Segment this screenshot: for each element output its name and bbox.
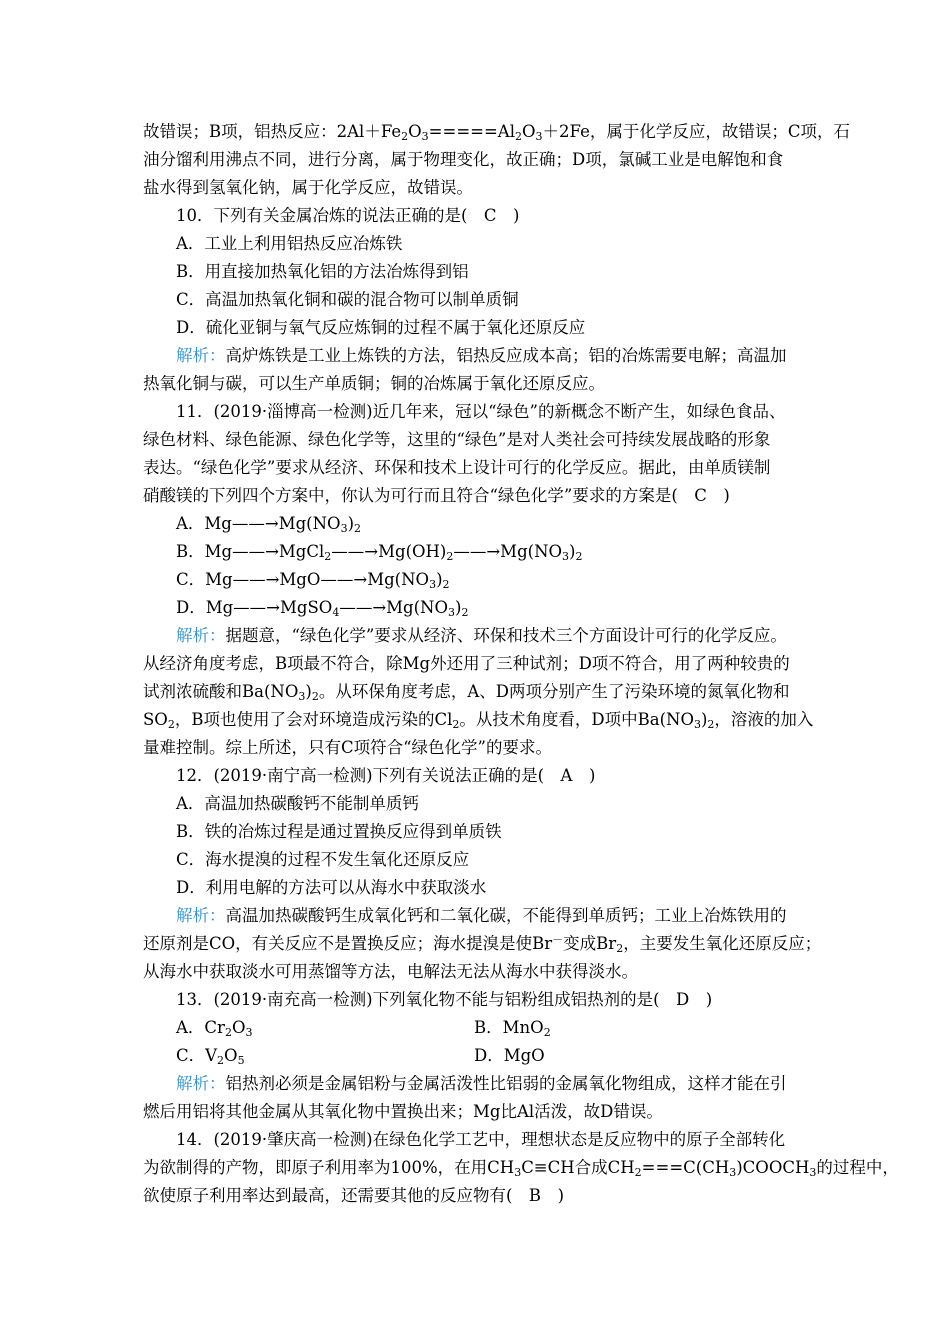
analysis-label: 解析： — [176, 906, 226, 925]
option-a: A．$Cr_2O_3$ — [176, 1018, 253, 1039]
text-line: 硝酸镁的下列四个方案中，你认为可行而且符合“绿色化学”要求的方案是( C ) — [143, 486, 730, 505]
text-line: 还原剂是CO，有关反应不是置换反应；海水提溴是使Br－变成$Br_2$，主要发生氧化还原反应； — [143, 933, 822, 955]
option-c: C．高温加热氧化铜和碳的混合物可以制单质铜 — [176, 290, 519, 309]
analysis-12: 解析：高温加热碳酸钙生成氧化钙和二氧化碳，不能得到单质钙；工业上冶炼铁用的 — [176, 906, 787, 925]
text-line: 燃后用铝将其他金属从其氧化物中置换出来；Mg比Al活泼，故D错误。 — [143, 1102, 663, 1121]
text-line: 绿色材料、绿色能源、绿色化学等，这里的“绿色”是对人类社会可持续发展战略的形象 — [143, 430, 771, 449]
question-11: 11．(2019·淄博高一检测)近几年来，冠以“绿色”的新概念不断产生，如绿色食品、 — [176, 402, 786, 421]
text-line: 热氧化铜与碳，可以生产单质铜；铜的冶炼属于氧化还原反应。 — [143, 374, 605, 393]
option-a: A．工业上利用铝热反应冶炼铁 — [176, 234, 403, 253]
option-a: A．$Mg——\to Mg(NO_3)_2$ — [176, 514, 361, 535]
analysis-label: 解析： — [176, 346, 226, 365]
option-b: B．铁的冶炼过程是通过置换反应得到单质铁 — [176, 822, 502, 841]
text-line: 试剂浓硫酸和$Ba(NO_3)_2$。从环保角度考虑，A、D两项分别产生了污染环境的氮氧化物和 — [143, 682, 790, 703]
text-line: 从经济角度考虑，B项最不符合，除Mg外还用了三种试剂；D项不符合，用了两种较贵的 — [143, 654, 790, 673]
analysis-13: 解析：铝热剂必须是金属铝粉与金属活泼性比铝弱的金属氧化物组成，这样才能在引 — [176, 1074, 787, 1093]
option-d: D．$Mg——\to MgSO_4——\to Mg(NO_3)_2$ — [176, 598, 469, 619]
option-b: B．用直接加热氧化铝的方法冶炼得到铝 — [176, 262, 469, 281]
text-line: 量难控制。综上所述，只有C项符合“绿色化学”的要求。 — [143, 738, 552, 757]
option-b: B．MnO$_2$ — [474, 1018, 551, 1039]
text-line: 油分馏利用沸点不同，进行分离，属于物理变化，故正确；D项，氯碱工业是电解饱和食 — [143, 150, 784, 169]
analysis-label: 解析： — [176, 626, 226, 645]
option-c: C．海水提溴的过程不发生氧化还原反应 — [176, 850, 470, 869]
option-c: C．$V_2O_5$ — [176, 1046, 245, 1067]
option-b: B．$Mg——\to MgCl_2——\to Mg(OH)_2——\to Mg(NO_3)_2$ — [176, 542, 583, 563]
text-line: 表达。“绿色化学”要求从经济、环保和技术上设计可行的化学反应。据此，由单质镁制 — [143, 458, 771, 477]
text-line: 从海水中获取淡水可用蒸馏等方法，电解法无法从海水中获得淡水。 — [143, 962, 638, 981]
option-c: C．$Mg——\to MgO——\to Mg(NO_3)_2$ — [176, 570, 450, 591]
text-line: 故错误；B项，铝热反应：$2Al+Fe_2O_3=====Al_2O_3+2Fe$，属于化学反应，故错误；C项，石 — [143, 122, 850, 143]
analysis-10: 解析：高炉炼铁是工业上炼铁的方法，铝热反应成本高；铝的冶炼需要电解；高温加 — [176, 346, 787, 365]
analysis-11: 解析：据题意，“绿色化学”要求从经济、环保和技术三个方面设计可行的化学反应。 — [176, 626, 787, 645]
text-line: $SO_2$，B项也使用了会对环境造成污染的$Cl_2$。从技术角度看，D项中$Ba(NO_3)_2$，溶液的加入 — [143, 710, 814, 731]
option-a: A．高温加热碳酸钙不能制单质钙 — [176, 794, 419, 813]
option-d: D．MgO — [474, 1046, 545, 1065]
question-10: 10．下列有关金属冶炼的说法正确的是( C ) — [176, 206, 520, 225]
text-line: 为欲制得的产物，即原子利用率为100%，在用$CH_3C\equiv CH$合成$CH_2===C(CH_3)COOCH_3$的过程中， — [143, 1158, 899, 1179]
option-d: D．利用电解的方法可以从海水中获取淡水 — [176, 878, 487, 897]
text-line: 欲使原子利用率达到最高，还需要其他的反应物有( B ) — [143, 1186, 564, 1205]
option-d: D．硫化亚铜与氧气反应炼铜的过程不属于氧化还原反应 — [176, 318, 586, 337]
question-13: 13．(2019·南充高一检测)下列氧化物不能与铝粉组成铝热剂的是( D ) — [176, 990, 713, 1009]
text-line: 盐水得到氢氧化钠，属于化学反应，故错误。 — [143, 178, 473, 197]
question-14: 14．(2019·肇庆高一检测)在绿色化学工艺中，理想状态是反应物中的原子全部转化 — [176, 1130, 786, 1149]
question-12: 12．(2019·南宁高一检测)下列有关说法正确的是( A ) — [176, 766, 596, 785]
analysis-label: 解析： — [176, 1074, 226, 1093]
